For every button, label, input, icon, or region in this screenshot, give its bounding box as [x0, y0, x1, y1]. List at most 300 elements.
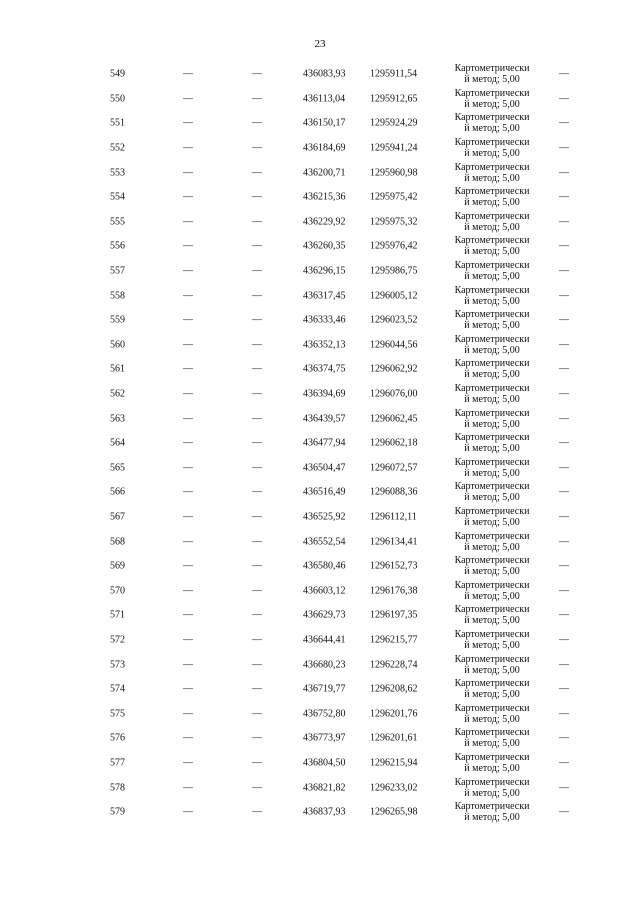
method-and-accuracy [436, 752, 548, 774]
point-number: 554 [110, 191, 125, 203]
empty-old-y-dash: — [252, 290, 262, 302]
point-number: 568 [110, 536, 125, 548]
coordinate-x: 436083,93 [303, 68, 346, 80]
method-line-1: Картометрически [454, 678, 530, 690]
empty-old-y-dash: — [252, 413, 262, 425]
point-number: 565 [110, 462, 125, 474]
method-and-accuracy [436, 531, 548, 553]
coordinate-x: 436837,93 [303, 806, 346, 818]
method-and-accuracy [436, 629, 548, 651]
method-line-1: Картометрически [454, 309, 530, 321]
empty-old-y-dash: — [252, 191, 262, 203]
method-and-accuracy [436, 88, 548, 110]
coordinate-x: 436773,97 [303, 732, 346, 744]
empty-old-x-dash: — [183, 413, 193, 425]
coordinate-y: 1296215,94 [370, 757, 418, 769]
empty-old-y-dash: — [252, 585, 262, 597]
method-and-accuracy [436, 334, 548, 356]
empty-description-dash: — [559, 634, 569, 646]
point-number: 569 [110, 560, 125, 572]
coordinate-y: 1295976,42 [370, 240, 418, 252]
empty-old-y-dash: — [252, 265, 262, 277]
table-row [0, 406, 640, 431]
coordinate-y: 1296201,76 [370, 708, 418, 720]
empty-old-x-dash: — [183, 167, 193, 179]
method-line-2: й метод; 5,00 [464, 566, 520, 578]
method-and-accuracy [436, 235, 548, 257]
point-number: 560 [110, 339, 125, 351]
empty-old-y-dash: — [252, 117, 262, 129]
coordinate-y: 1296215,77 [370, 634, 418, 646]
empty-old-y-dash: — [252, 511, 262, 523]
method-line-1: Картометрически [454, 604, 530, 616]
coordinate-y: 1296062,45 [370, 413, 418, 425]
coordinate-x: 436477,94 [303, 437, 346, 449]
empty-old-y-dash: — [252, 634, 262, 646]
coordinate-y: 1295975,32 [370, 216, 418, 228]
empty-description-dash: — [559, 511, 569, 523]
point-number: 555 [110, 216, 125, 228]
method-line-2: й метод; 5,00 [464, 123, 520, 135]
method-line-2: й метод; 5,00 [464, 762, 520, 774]
coordinate-x: 436229,92 [303, 216, 346, 228]
empty-description-dash: — [559, 757, 569, 769]
coordinate-y: 1296076,00 [370, 388, 418, 400]
method-line-2: й метод; 5,00 [464, 320, 520, 332]
table-row [0, 382, 640, 407]
method-and-accuracy [436, 654, 548, 676]
empty-old-x-dash: — [183, 265, 193, 277]
coordinate-x: 436317,45 [303, 290, 346, 302]
table-row [0, 431, 640, 456]
coordinate-x: 436752,80 [303, 708, 346, 720]
empty-old-x-dash: — [183, 363, 193, 375]
method-and-accuracy [436, 777, 548, 799]
method-line-2: й метод; 5,00 [464, 615, 520, 627]
table-row [0, 578, 640, 603]
empty-old-x-dash: — [183, 142, 193, 154]
coordinate-x: 436352,13 [303, 339, 346, 351]
coordinate-y: 1296134,41 [370, 536, 418, 548]
point-number: 562 [110, 388, 125, 400]
empty-description-dash: — [559, 486, 569, 498]
empty-old-x-dash: — [183, 191, 193, 203]
coordinate-y: 1296228,74 [370, 659, 418, 671]
table-row [0, 800, 640, 825]
coordinate-x: 436215,36 [303, 191, 346, 203]
method-line-2: й метод; 5,00 [464, 590, 520, 602]
table-row [0, 210, 640, 235]
method-line-2: й метод; 5,00 [464, 148, 520, 160]
method-and-accuracy [436, 801, 548, 823]
empty-description-dash: — [559, 339, 569, 351]
table-row [0, 677, 640, 702]
table-row [0, 480, 640, 505]
method-line-1: Картометрически [454, 137, 530, 149]
coordinate-y: 1296023,52 [370, 314, 418, 326]
empty-old-y-dash: — [252, 462, 262, 474]
coordinate-x: 436525,92 [303, 511, 346, 523]
coordinate-x: 436580,46 [303, 560, 346, 572]
table-row [0, 308, 640, 333]
coordinate-x: 436394,69 [303, 388, 346, 400]
empty-description-dash: — [559, 167, 569, 179]
method-line-1: Картометрически [454, 702, 530, 714]
method-and-accuracy [436, 285, 548, 307]
table-row [0, 185, 640, 210]
empty-old-y-dash: — [252, 536, 262, 548]
empty-description-dash: — [559, 462, 569, 474]
table-row [0, 259, 640, 284]
empty-old-y-dash: — [252, 806, 262, 818]
method-and-accuracy [436, 506, 548, 528]
empty-old-y-dash: — [252, 708, 262, 720]
table-row [0, 62, 640, 87]
point-number: 550 [110, 93, 125, 105]
coordinate-x: 436719,77 [303, 683, 346, 695]
empty-old-y-dash: — [252, 609, 262, 621]
empty-description-dash: — [559, 363, 569, 375]
empty-old-y-dash: — [252, 757, 262, 769]
empty-old-y-dash: — [252, 560, 262, 572]
coordinate-y: 1296072,57 [370, 462, 418, 474]
empty-old-x-dash: — [183, 659, 193, 671]
empty-old-x-dash: — [183, 486, 193, 498]
empty-description-dash: — [559, 93, 569, 105]
method-line-1: Картометрически [454, 505, 530, 517]
method-line-2: й метод; 5,00 [464, 369, 520, 381]
empty-description-dash: — [559, 117, 569, 129]
empty-old-y-dash: — [252, 93, 262, 105]
empty-old-y-dash: — [252, 782, 262, 794]
table-row [0, 357, 640, 382]
coordinate-x: 436260,35 [303, 240, 346, 252]
point-number: 572 [110, 634, 125, 646]
coordinate-y: 1296208,62 [370, 683, 418, 695]
method-and-accuracy [436, 678, 548, 700]
empty-old-y-dash: — [252, 363, 262, 375]
point-number: 556 [110, 240, 125, 252]
table-row [0, 554, 640, 579]
empty-description-dash: — [559, 191, 569, 203]
table-row [0, 751, 640, 776]
empty-description-dash: — [559, 290, 569, 302]
table-row [0, 603, 640, 628]
empty-description-dash: — [559, 413, 569, 425]
method-line-1: Картометрически [454, 530, 530, 542]
coordinate-x: 436504,47 [303, 462, 346, 474]
method-and-accuracy [436, 162, 548, 184]
coordinate-y: 1296062,92 [370, 363, 418, 375]
method-line-1: Картометрически [454, 358, 530, 370]
method-and-accuracy [436, 457, 548, 479]
coordinate-y: 1296233,02 [370, 782, 418, 794]
method-line-1: Картометрически [454, 87, 530, 99]
empty-old-y-dash: — [252, 240, 262, 252]
method-line-1: Картометрически [454, 481, 530, 493]
table-row [0, 87, 640, 112]
table-row [0, 652, 640, 677]
method-line-2: й метод; 5,00 [464, 271, 520, 283]
coordinate-x: 436200,71 [303, 167, 346, 179]
empty-old-x-dash: — [183, 117, 193, 129]
method-and-accuracy [436, 112, 548, 134]
table-row [0, 234, 640, 259]
coordinate-y: 1296176,38 [370, 585, 418, 597]
method-line-1: Картометрически [454, 432, 530, 444]
empty-old-y-dash: — [252, 142, 262, 154]
method-line-2: й метод; 5,00 [464, 74, 520, 86]
coordinate-x: 436113,04 [303, 93, 346, 105]
method-and-accuracy [436, 703, 548, 725]
method-line-2: й метод; 5,00 [464, 418, 520, 430]
method-line-2: й метод; 5,00 [464, 467, 520, 479]
empty-old-y-dash: — [252, 437, 262, 449]
coordinate-y: 1295975,42 [370, 191, 418, 203]
coordinate-y: 1296044,56 [370, 339, 418, 351]
method-line-1: Картометрически [454, 161, 530, 173]
coordinate-x: 436150,17 [303, 117, 346, 129]
empty-old-x-dash: — [183, 437, 193, 449]
method-line-2: й метод; 5,00 [464, 689, 520, 701]
method-line-1: Картометрически [454, 801, 530, 813]
empty-description-dash: — [559, 732, 569, 744]
empty-old-x-dash: — [183, 732, 193, 744]
method-and-accuracy [436, 727, 548, 749]
coordinate-x: 436516,49 [303, 486, 346, 498]
coordinate-x: 436680,23 [303, 659, 346, 671]
coordinate-y: 1295912,65 [370, 93, 418, 105]
coordinate-y: 1295941,24 [370, 142, 418, 154]
point-number: 564 [110, 437, 125, 449]
empty-old-x-dash: — [183, 240, 193, 252]
method-line-1: Картометрически [454, 383, 530, 395]
method-and-accuracy [436, 604, 548, 626]
empty-old-x-dash: — [183, 536, 193, 548]
empty-old-x-dash: — [183, 757, 193, 769]
point-number: 549 [110, 68, 125, 80]
point-number: 574 [110, 683, 125, 695]
point-number: 579 [110, 806, 125, 818]
point-number: 577 [110, 757, 125, 769]
empty-description-dash: — [559, 782, 569, 794]
table-row [0, 456, 640, 481]
method-and-accuracy [436, 260, 548, 282]
empty-description-dash: — [559, 659, 569, 671]
method-line-1: Картометрически [454, 579, 530, 591]
table-row [0, 529, 640, 554]
coordinate-y: 1296201,61 [370, 732, 418, 744]
method-and-accuracy [436, 383, 548, 405]
method-line-1: Картометрически [454, 456, 530, 468]
empty-description-dash: — [559, 536, 569, 548]
point-number: 559 [110, 314, 125, 326]
empty-old-x-dash: — [183, 806, 193, 818]
method-line-1: Картометрически [454, 235, 530, 247]
method-line-2: й метод; 5,00 [464, 787, 520, 799]
point-number: 553 [110, 167, 125, 179]
coordinate-y: 1296152,73 [370, 560, 418, 572]
method-line-2: й метод; 5,00 [464, 197, 520, 209]
empty-old-y-dash: — [252, 167, 262, 179]
empty-old-x-dash: — [183, 290, 193, 302]
page-number: 23 [314, 38, 326, 50]
method-line-1: Картометрически [454, 776, 530, 788]
table-row [0, 701, 640, 726]
method-and-accuracy [436, 408, 548, 430]
empty-description-dash: — [559, 560, 569, 572]
method-line-2: й метод; 5,00 [464, 639, 520, 651]
point-number: 566 [110, 486, 125, 498]
empty-description-dash: — [559, 437, 569, 449]
method-line-2: й метод; 5,00 [464, 221, 520, 233]
coordinate-x: 436821,82 [303, 782, 346, 794]
coordinate-y: 1296088,36 [370, 486, 418, 498]
empty-old-x-dash: — [183, 462, 193, 474]
empty-old-x-dash: — [183, 216, 193, 228]
method-line-1: Картометрически [454, 260, 530, 272]
coordinate-x: 436374,75 [303, 363, 346, 375]
coordinate-x: 436439,57 [303, 413, 346, 425]
empty-description-dash: — [559, 314, 569, 326]
method-line-2: й метод; 5,00 [464, 738, 520, 750]
empty-old-y-dash: — [252, 486, 262, 498]
empty-description-dash: — [559, 609, 569, 621]
method-and-accuracy [436, 211, 548, 233]
method-and-accuracy [436, 358, 548, 380]
method-line-2: й метод; 5,00 [464, 246, 520, 258]
method-line-1: Картометрически [454, 653, 530, 665]
method-line-2: й метод; 5,00 [464, 98, 520, 110]
coordinate-x: 436644,41 [303, 634, 346, 646]
empty-old-x-dash: — [183, 68, 193, 80]
method-line-1: Картометрически [454, 112, 530, 124]
point-number: 578 [110, 782, 125, 794]
empty-old-y-dash: — [252, 339, 262, 351]
method-line-1: Картометрически [454, 333, 530, 345]
coordinate-y: 1295986,75 [370, 265, 418, 277]
coordinate-y: 1295960,98 [370, 167, 418, 179]
point-number: 575 [110, 708, 125, 720]
point-number: 558 [110, 290, 125, 302]
method-line-2: й метод; 5,00 [464, 394, 520, 406]
method-line-2: й метод; 5,00 [464, 295, 520, 307]
table-row [0, 775, 640, 800]
empty-old-x-dash: — [183, 585, 193, 597]
point-number: 551 [110, 117, 125, 129]
coordinate-x: 436296,15 [303, 265, 346, 277]
empty-old-x-dash: — [183, 560, 193, 572]
empty-old-x-dash: — [183, 339, 193, 351]
method-line-2: й метод; 5,00 [464, 344, 520, 356]
method-and-accuracy [436, 432, 548, 454]
empty-old-x-dash: — [183, 314, 193, 326]
method-and-accuracy [436, 555, 548, 577]
coordinate-y: 1296112,11 [370, 511, 417, 523]
method-line-2: й метод; 5,00 [464, 541, 520, 553]
coordinate-x: 436603,12 [303, 585, 346, 597]
empty-old-y-dash: — [252, 732, 262, 744]
method-and-accuracy [436, 580, 548, 602]
method-line-1: Картометрически [454, 210, 530, 222]
table-row [0, 726, 640, 751]
coordinate-y: 1296265,98 [370, 806, 418, 818]
table-row [0, 333, 640, 358]
point-number: 557 [110, 265, 125, 277]
empty-old-x-dash: — [183, 708, 193, 720]
point-number: 576 [110, 732, 125, 744]
point-number: 561 [110, 363, 125, 375]
coordinates-table [0, 62, 640, 824]
table-row [0, 111, 640, 136]
empty-old-x-dash: — [183, 388, 193, 400]
point-number: 563 [110, 413, 125, 425]
empty-old-x-dash: — [183, 634, 193, 646]
method-and-accuracy [436, 309, 548, 331]
method-line-1: Картометрически [454, 727, 530, 739]
empty-old-x-dash: — [183, 609, 193, 621]
empty-description-dash: — [559, 585, 569, 597]
method-line-1: Картометрически [454, 284, 530, 296]
empty-old-x-dash: — [183, 782, 193, 794]
coordinate-x: 436333,46 [303, 314, 346, 326]
method-line-2: й метод; 5,00 [464, 172, 520, 184]
point-number: 573 [110, 659, 125, 671]
method-line-2: й метод; 5,00 [464, 812, 520, 824]
method-and-accuracy [436, 481, 548, 503]
method-line-2: й метод; 5,00 [464, 516, 520, 528]
method-line-1: Картометрически [454, 628, 530, 640]
method-line-1: Картометрически [454, 751, 530, 763]
coordinate-y: 1296197,35 [370, 609, 418, 621]
method-line-1: Картометрически [454, 186, 530, 198]
coordinate-x: 436804,50 [303, 757, 346, 769]
table-row [0, 136, 640, 161]
empty-description-dash: — [559, 265, 569, 277]
empty-old-y-dash: — [252, 659, 262, 671]
empty-old-x-dash: — [183, 511, 193, 523]
table-row [0, 160, 640, 185]
empty-old-y-dash: — [252, 388, 262, 400]
coordinate-x: 436552,54 [303, 536, 346, 548]
empty-old-y-dash: — [252, 68, 262, 80]
empty-description-dash: — [559, 216, 569, 228]
empty-old-x-dash: — [183, 93, 193, 105]
empty-old-y-dash: — [252, 683, 262, 695]
table-row [0, 628, 640, 653]
point-number: 552 [110, 142, 125, 154]
empty-description-dash: — [559, 142, 569, 154]
method-line-1: Картометрически [454, 63, 530, 75]
coordinate-x: 436629,73 [303, 609, 346, 621]
coordinate-y: 1296005,12 [370, 290, 418, 302]
method-line-2: й метод; 5,00 [464, 443, 520, 455]
coordinate-y: 1296062,18 [370, 437, 418, 449]
method-line-1: Картометрически [454, 555, 530, 567]
empty-description-dash: — [559, 806, 569, 818]
method-and-accuracy [436, 186, 548, 208]
empty-description-dash: — [559, 388, 569, 400]
empty-description-dash: — [559, 68, 569, 80]
coordinate-y: 1295911,54 [370, 68, 418, 80]
table-row [0, 283, 640, 308]
coordinate-y: 1295924,29 [370, 117, 418, 129]
empty-old-y-dash: — [252, 216, 262, 228]
empty-description-dash: — [559, 708, 569, 720]
point-number: 570 [110, 585, 125, 597]
point-number: 567 [110, 511, 125, 523]
method-line-2: й метод; 5,00 [464, 713, 520, 725]
